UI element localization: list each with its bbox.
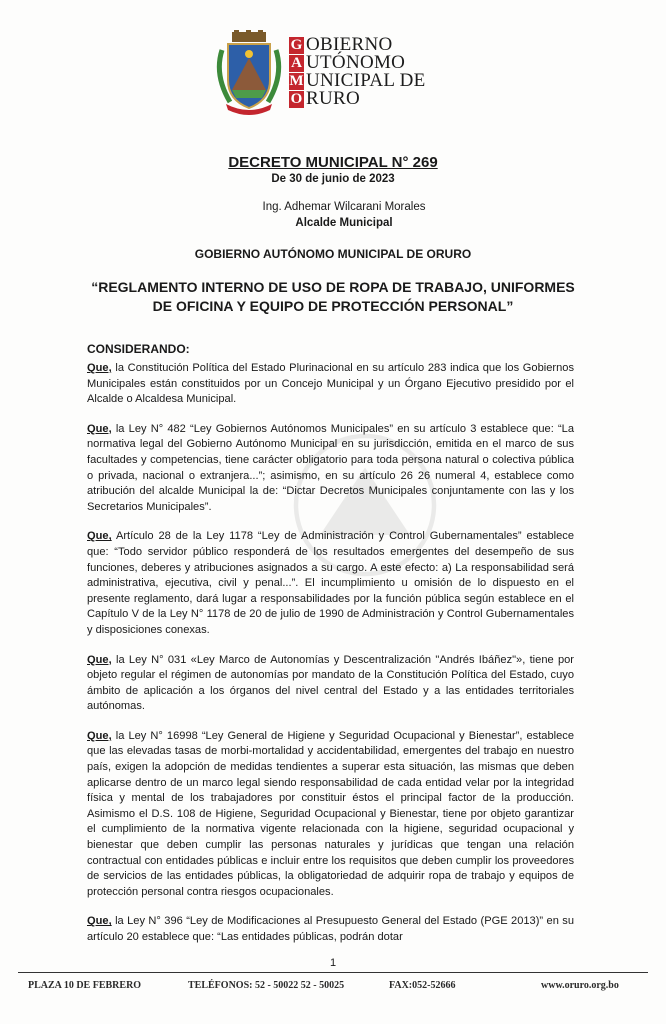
footer-address: PLAZA 10 DE FEBRERO <box>28 980 142 991</box>
que-label: Que, <box>87 530 112 543</box>
paragraph-text: la Ley N° 482 “Ley Gobiernos Autónomos Municipales” en su artículo 3 establece que: “La normativa legal del Gobierno Autónomo Municipal en su jurisdicción, emitida en el marco de sus facultades y competencias, tiene carácter obligatorio para toda persona natural o colectiva pública o privada, nacional o extranjera...”; asimismo, en su artículo 26 26 numeral 4, establece como atribución del alcalde Municipal la de: “Dictar Decretos Municipales conjuntamente con las y los Secretarios Municipales”. <box>87 422 574 513</box>
considerando-paragraphs <box>87 361 574 960</box>
paragraph-text: la Ley N° 16998 “Ley General de Higiene y Seguridad Ocupacional y Bienestar”, establece que las elevadas tasas de morbi-mortalidad y accidentabilidad, emergentes del trabajo en nuestro país, exigen la adopción de medidas tendientes a superar esta situación, las mismas que deben aplicarse dentro de un marco legal siendo responsabilidad de cada entidad velar por la integridad física y mental de los trabajadores por constituir éstos el principal factor de la producción. Asimismo el D.S. 108 de Higiene, Seguridad Ocupacional y Bienestar, tiene por objeto garantizar el cumplimiento de la normativa vigente relacionada con la higiene, seguridad ocupacional y bienestar que deben cumplir las personas naturales y jurídicas que tengan una relación contractual con entidades públicas e incluir entre los requisitos que deben cumplir los proveedores de servicios de las entidades públicas, la obligatoriedad de adquirir ropa de trabajo y equipos de protección personal contra riesgos ocupacionales. <box>87 729 574 898</box>
mayor-title: Alcalde Municipal <box>295 217 393 229</box>
footer-fax: FAX:052-52666 <box>389 980 456 991</box>
org-initial: G <box>290 36 303 53</box>
org-word: OBIERNO <box>306 34 393 55</box>
org-word: UNICIPAL DE <box>306 70 426 91</box>
que-label: Que, <box>87 362 112 374</box>
considerando-heading: CONSIDERANDO: <box>87 342 190 356</box>
org-word: UTÓNOMO <box>306 52 406 73</box>
organization-name <box>289 36 426 108</box>
org-line <box>289 90 426 108</box>
paragraph <box>87 361 574 408</box>
que-label: Que, <box>87 915 112 928</box>
paragraph-text: la Constitución Política del Estado Plurinacional en su artículo 283 indica que los Gobiernos Municipales están constituidos por un Concejo Municipal y un Órgano Ejecutivo presidido por el Alcalde o Alcaldesa Municipal. <box>87 362 574 406</box>
que-label: Que, <box>87 653 112 666</box>
paragraph <box>87 653 574 715</box>
decree-title: DECRETO MUNICIPAL N° 269 <box>228 154 438 171</box>
org-initial: A <box>289 55 304 72</box>
mayor-name: Ing. Adhemar Wilcarani Morales <box>262 201 426 213</box>
government-name: GOBIERNO AUTÓNOMO MUNICIPAL DE ORURO <box>194 247 472 261</box>
regulation-title: “REGLAMENTO INTERNO DE USO DE ROPA DE TRABAJO, UNIFORMES DE OFICINA Y EQUIPO DE PROTECCIÓN PERSONAL” <box>91 279 575 314</box>
org-word: RURO <box>306 88 360 109</box>
footer-website[interactable]: www.oruro.org.bo <box>541 980 619 991</box>
paragraph <box>87 422 574 516</box>
decree-date: De 30 de junio de 2023 <box>271 173 395 185</box>
org-initial: M <box>289 72 304 89</box>
que-label: Que, <box>87 729 112 742</box>
paragraph-text: Artículo 28 de la Ley 1178 “Ley de Administración y Control Gubernamentales” establece que: “Todo servidor público responderá de los resultados emergentes del desempeño de sus funciones, deberes y atribuciones asignados a su cargo. A este efecto: a) La responsabilidad será administrativa, ejecutiva, civil y penal...”. El incumplimiento u omisión de lo dispuesto en el presente reglamento, dará lugar a responsabilidades por la función pública según establece en el Capítulo V de la Ley N° 1178 de 20 de julio de 1990 de Administración y Control Gubernamentales y disposiciones conexas. <box>87 530 574 636</box>
paragraph <box>87 729 574 901</box>
paragraph-text: la Ley N° 396 “Ley de Modificaciones al Presupuesto General del Estado (PGE 2013)” en su artículo 20 establece que: “Las entidades públicas, podrán dotar <box>87 915 574 943</box>
paragraph <box>87 914 574 945</box>
footer-divider <box>18 972 648 973</box>
footer-phones: TELÉFONOS: 52 - 50022 52 - 50025 <box>188 980 345 991</box>
que-label: Que, <box>87 422 112 435</box>
paragraph <box>87 529 574 638</box>
page-number: 1 <box>329 957 337 969</box>
coat-of-arms-icon <box>212 30 286 116</box>
paragraph-text: la Ley N° 031 «Ley Marco de Autonomías y Descentralización "Andrés Ibáñez"», tiene por objeto regular el régimen de autonomías por mandato de la Constitución Política del Estado, cuyo ámbito de aplicación a los órganos del nivel central del Estado y a las entidades territoriales autónomas. <box>87 653 574 713</box>
org-initial: O <box>290 90 303 107</box>
